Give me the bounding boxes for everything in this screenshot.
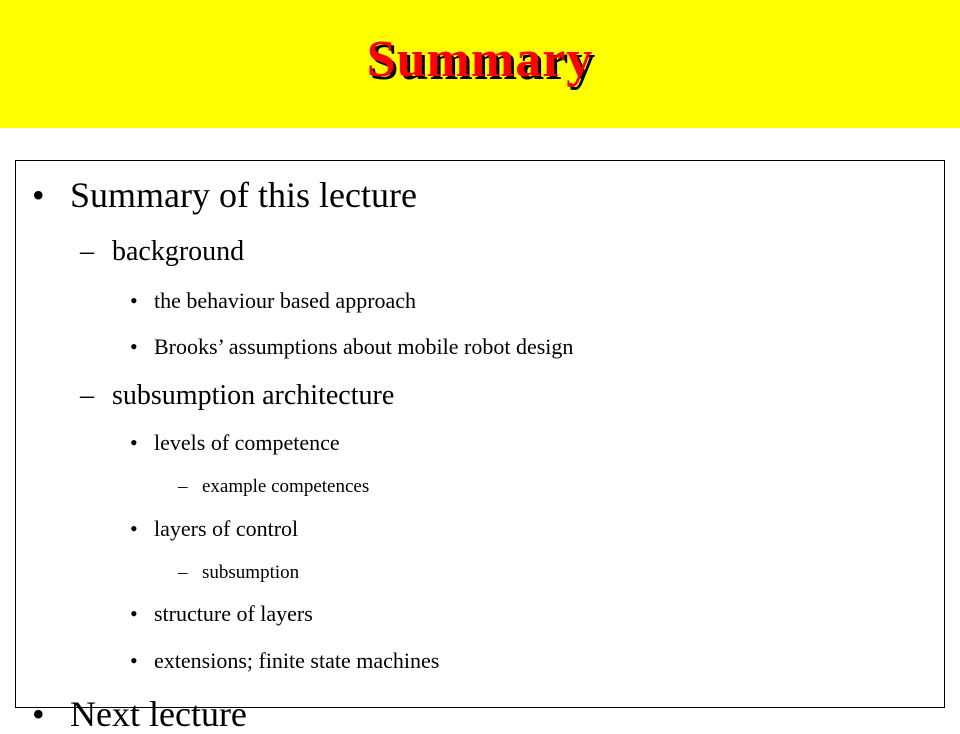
slide-title: Summary <box>366 31 594 88</box>
list-item: Brooks’ assumptions about mobile robot design <box>154 334 574 359</box>
dash-marker: – <box>80 236 94 267</box>
list-item: Next lecture <box>70 694 247 734</box>
list-item: the behaviour based approach <box>154 288 417 313</box>
list-item: layers of control <box>154 516 299 541</box>
list-item: subsumption architecture <box>112 380 395 411</box>
dash-marker: – <box>80 380 94 411</box>
bullet-marker: • <box>130 516 138 541</box>
bullet-marker: • <box>130 288 138 313</box>
list-item: background <box>112 236 245 267</box>
list-item: example competences <box>202 476 370 497</box>
list-item: Summary of this lecture <box>70 175 417 215</box>
bullet-marker: • <box>32 694 45 734</box>
list-item: structure of layers <box>154 601 313 626</box>
list-item: levels of competence <box>154 430 340 455</box>
bullet-marker: • <box>130 648 138 673</box>
bullet-marker: • <box>32 175 45 215</box>
bullet-marker: • <box>130 334 138 359</box>
dash-marker: – <box>178 476 188 497</box>
list-item: subsumption <box>202 562 300 583</box>
bullet-marker: • <box>130 601 138 626</box>
dash-marker: – <box>178 562 188 583</box>
bullet-marker: • <box>130 430 138 455</box>
list-item: extensions; finite state machines <box>154 648 440 673</box>
